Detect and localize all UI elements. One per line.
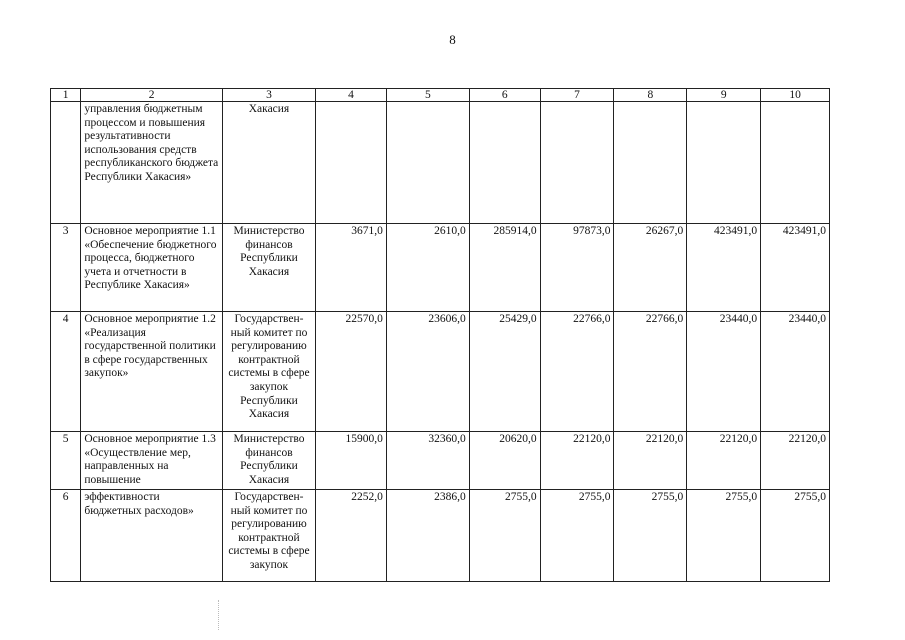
row-number-cell: 6 [51,490,81,582]
value-cell: 3671,0 [316,224,387,312]
value-cell [316,102,387,224]
value-cell: 2755,0 [540,490,614,582]
row-number-cell: 4 [51,312,81,432]
value-cell: 22570,0 [316,312,387,432]
header-cell: 10 [761,89,830,102]
header-row [51,89,830,102]
value-cell: 22766,0 [614,312,687,432]
activity-name-cell: Основное мероприятие 1.2 «Реализация государственной политики в сфере государственных закупок» [81,312,223,432]
executor-cell: Министерство финансов Республики Хакасия [222,224,315,312]
executor-cell: Министерство финансов Республики Хакасия [222,432,315,490]
scan-artifact-dots [218,600,221,630]
table-row [51,102,830,224]
value-cell: 2252,0 [316,490,387,582]
value-cell [687,102,761,224]
value-cell: 2386,0 [386,490,469,582]
value-cell: 23606,0 [386,312,469,432]
executor-cell: Государствен-ный комитет по регулированию контрактной системы в сфере закупок Республики Хакасия [222,312,315,432]
value-cell: 2755,0 [687,490,761,582]
value-cell: 2755,0 [469,490,540,582]
header-cell: 3 [222,89,315,102]
activity-name-cell: Основное мероприятие 1.1 «Обеспечение бюджетного процесса, бюджетного учета и отчетности в Республике Хакасия» [81,224,223,312]
value-cell: 26267,0 [614,224,687,312]
value-cell: 15900,0 [316,432,387,490]
activity-name-cell: управления бюджетным процессом и повышения результативности использования средств республиканского бюджета Республики Хакасия» [81,102,223,224]
value-cell: 2610,0 [386,224,469,312]
page-number: 8 [449,32,456,47]
budget-table [50,88,830,582]
value-cell: 285914,0 [469,224,540,312]
value-cell: 423491,0 [761,224,830,312]
value-cell: 22120,0 [761,432,830,490]
value-cell [540,102,614,224]
value-cell: 22120,0 [540,432,614,490]
activity-name-cell: эффективности бюджетных расходов» [81,490,223,582]
row-number-cell [51,102,81,224]
row-number-cell: 5 [51,432,81,490]
value-cell: 20620,0 [469,432,540,490]
table-row [51,432,830,490]
value-cell [614,102,687,224]
value-cell: 32360,0 [386,432,469,490]
table-row [51,490,830,582]
header-cell: 5 [386,89,469,102]
value-cell: 25429,0 [469,312,540,432]
value-cell: 423491,0 [687,224,761,312]
header-cell: 8 [614,89,687,102]
header-cell: 7 [540,89,614,102]
header-cell: 1 [51,89,81,102]
header-cell: 2 [81,89,223,102]
row-number-cell: 3 [51,224,81,312]
header-cell: 4 [316,89,387,102]
value-cell: 22766,0 [540,312,614,432]
value-cell: 22120,0 [614,432,687,490]
header-cell: 9 [687,89,761,102]
activity-name-cell: Основное мероприятие 1.3 «Осуществление мер, направленных на повышение [81,432,223,490]
value-cell: 2755,0 [761,490,830,582]
value-cell: 23440,0 [761,312,830,432]
value-cell [761,102,830,224]
executor-cell: Государствен-ный комитет по регулированию контрактной системы в сфере закупок [222,490,315,582]
value-cell: 97873,0 [540,224,614,312]
value-cell: 22120,0 [687,432,761,490]
table-row [51,224,830,312]
value-cell [469,102,540,224]
executor-cell: Хакасия [222,102,315,224]
header-cell: 6 [469,89,540,102]
table-row [51,312,830,432]
value-cell: 2755,0 [614,490,687,582]
value-cell [386,102,469,224]
value-cell: 23440,0 [687,312,761,432]
